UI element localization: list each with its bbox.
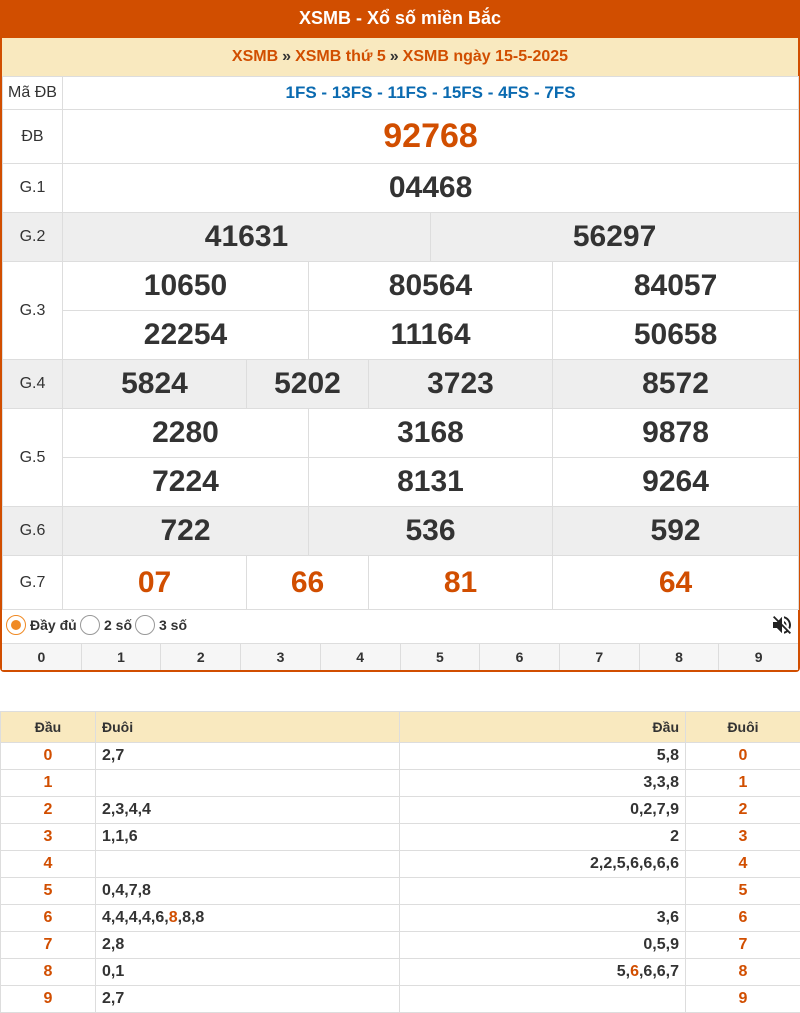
prize-db: 92768 — [63, 110, 799, 164]
table-row — [1, 986, 800, 1013]
duoi-cell: 1,1,6 — [96, 824, 400, 851]
prize-g5: 3168 — [309, 409, 553, 458]
dau-list-cell: 3,3,8 — [400, 770, 686, 797]
g1-label: G.1 — [3, 164, 63, 213]
option-full[interactable] — [6, 614, 77, 636]
digit-filter — [2, 644, 798, 670]
g7-label: G.7 — [3, 556, 63, 610]
option-two[interactable] — [80, 614, 132, 636]
table-row — [1, 797, 800, 824]
prize-g7: 66 — [247, 556, 369, 610]
duoi-cell — [96, 770, 400, 797]
digit-button[interactable]: 1 — [82, 644, 162, 670]
prize-g4: 3723 — [369, 360, 553, 409]
digit-button[interactable]: 4 — [321, 644, 401, 670]
digit-button[interactable]: 7 — [560, 644, 640, 670]
prize-g4: 5202 — [247, 360, 369, 409]
g4-label: G.4 — [3, 360, 63, 409]
radio-full[interactable] — [6, 615, 26, 635]
g2-label: G.2 — [3, 213, 63, 262]
duoi-part: ,8,8 — [177, 909, 205, 926]
breadcrumb-sep: » — [282, 48, 292, 65]
col-header-duoi: Đuôi — [686, 712, 800, 743]
dau-cell: 2 — [1, 797, 96, 824]
g5-label: G.5 — [3, 409, 63, 507]
dau-list-cell: 3,6 — [400, 905, 686, 932]
duoi-digit-cell: 1 — [686, 770, 800, 797]
duoi-cell — [96, 851, 400, 878]
prize-g5: 9878 — [553, 409, 799, 458]
digit-button[interactable]: 9 — [754, 649, 763, 665]
prize-g1: 04468 — [63, 164, 799, 213]
breadcrumb-xsmb-link[interactable]: XSMB — [231, 48, 279, 65]
prize-g3: 84057 — [553, 262, 799, 311]
madb-value: 1FS - 13FS - 11FS - 15FS - 4FS - 7FS — [63, 77, 799, 110]
dau-cell: 5 — [1, 878, 96, 905]
dau-list-cell: 0,2,7,9 — [400, 797, 686, 824]
col-header-dau: Đầu — [1, 712, 96, 743]
duoi-digit-cell: 4 — [686, 851, 800, 878]
display-options — [2, 609, 798, 644]
col-header-dau: Đầu — [400, 712, 686, 743]
duoi-cell — [96, 905, 400, 932]
radio-two[interactable] — [80, 615, 100, 635]
table-row — [1, 770, 800, 797]
duoi-cell: 2,8 — [96, 932, 400, 959]
duoi-digit-cell: 7 — [686, 932, 800, 959]
dau-list-cell — [400, 878, 686, 905]
digit-button[interactable]: 0 — [2, 644, 82, 670]
breadcrumb-sep: » — [389, 48, 399, 65]
prize-g6: 536 — [309, 507, 553, 556]
dau-cell: 4 — [1, 851, 96, 878]
dau-part: 5, — [616, 963, 631, 980]
dau-list-cell — [400, 959, 686, 986]
dau-cell: 3 — [1, 824, 96, 851]
option-two-label: 2 số — [104, 617, 133, 633]
dau-cell: 6 — [1, 905, 96, 932]
duoi-digit-cell: 8 — [686, 959, 800, 986]
duoi-digit-cell: 9 — [686, 986, 800, 1013]
page-title: XSMB - Xổ số miền Bắc — [0, 0, 800, 38]
digit-button[interactable]: 3 — [241, 644, 321, 670]
duoi-cell: 2,7 — [96, 743, 400, 770]
table-row — [1, 851, 800, 878]
prize-g3: 22254 — [63, 311, 309, 360]
prize-g6: 722 — [63, 507, 309, 556]
dau-cell: 8 — [1, 959, 96, 986]
prize-g7: 07 — [63, 556, 247, 610]
table-row — [1, 824, 800, 851]
option-three[interactable] — [135, 614, 187, 636]
prize-g4: 8572 — [553, 360, 799, 409]
prize-g3: 10650 — [63, 262, 309, 311]
breadcrumb-date-link[interactable]: XSMB ngày 15-5-2025 — [402, 48, 569, 65]
option-three-label: 3 số — [159, 617, 188, 633]
digit-button[interactable]: 8 — [640, 644, 720, 670]
table-row — [1, 743, 800, 770]
prize-g6: 592 — [553, 507, 799, 556]
prize-g5: 2280 — [63, 409, 309, 458]
table-row — [1, 878, 800, 905]
table-row — [1, 905, 800, 932]
dau-list-cell: 2,2,5,6,6,6,6 — [400, 851, 686, 878]
radio-three[interactable] — [135, 615, 155, 635]
prize-g7: 64 — [553, 556, 799, 610]
breadcrumb-thu5-link[interactable]: XSMB thứ 5 — [295, 48, 386, 65]
db-label: ĐB — [3, 110, 63, 164]
table-row — [1, 932, 800, 959]
db-highlight: 8 — [168, 909, 178, 926]
dau-part: ,6,6,7 — [638, 963, 679, 980]
prize-g4: 5824 — [63, 360, 247, 409]
dau-list-cell: 0,5,9 — [400, 932, 686, 959]
table-row — [1, 959, 800, 986]
dau-list-cell — [400, 986, 686, 1013]
digit-button[interactable]: 6 — [480, 644, 560, 670]
duoi-cell: 0,4,7,8 — [96, 878, 400, 905]
duoi-part: 4,4,4,4,6, — [102, 909, 169, 926]
db-highlight: 6 — [630, 963, 639, 980]
dau-cell: 9 — [1, 986, 96, 1013]
results-table — [2, 76, 799, 610]
digit-button[interactable]: 2 — [161, 644, 241, 670]
volume-off-icon[interactable] — [770, 613, 794, 637]
duoi-cell: 2,7 — [96, 986, 400, 1013]
option-full-label: Đầy đủ — [30, 617, 77, 633]
prize-g5: 7224 — [63, 458, 309, 507]
dau-cell: 7 — [1, 932, 96, 959]
dau-cell: 1 — [1, 770, 96, 797]
madb-label: Mã ĐB — [3, 77, 63, 110]
duoi-digit-cell: 0 — [686, 743, 800, 770]
dau-list-cell: 5,8 — [400, 743, 686, 770]
duoi-digit-cell: 6 — [686, 905, 800, 932]
duoi-cell: 2,3,4,4 — [96, 797, 400, 824]
col-header-duoi: Đuôi — [96, 712, 400, 743]
prize-g2: 56297 — [431, 213, 799, 262]
prize-g5: 9264 — [553, 458, 799, 507]
breadcrumb — [2, 38, 798, 76]
g6-label: G.6 — [3, 507, 63, 556]
duoi-digit-cell: 3 — [686, 824, 800, 851]
prize-g3: 11164 — [309, 311, 553, 360]
dau-cell: 0 — [1, 743, 96, 770]
dau-list-cell: 2 — [400, 824, 686, 851]
loto-table — [0, 711, 800, 1013]
g3-label: G.3 — [3, 262, 63, 360]
duoi-cell: 0,1 — [96, 959, 400, 986]
prize-g3: 80564 — [309, 262, 553, 311]
duoi-digit-cell: 5 — [686, 878, 800, 905]
prize-g2: 41631 — [63, 213, 431, 262]
digit-button[interactable]: 5 — [401, 644, 481, 670]
prize-g3: 50658 — [553, 311, 799, 360]
prize-g5: 8131 — [309, 458, 553, 507]
prize-g7: 81 — [369, 556, 553, 610]
duoi-digit-cell: 2 — [686, 797, 800, 824]
